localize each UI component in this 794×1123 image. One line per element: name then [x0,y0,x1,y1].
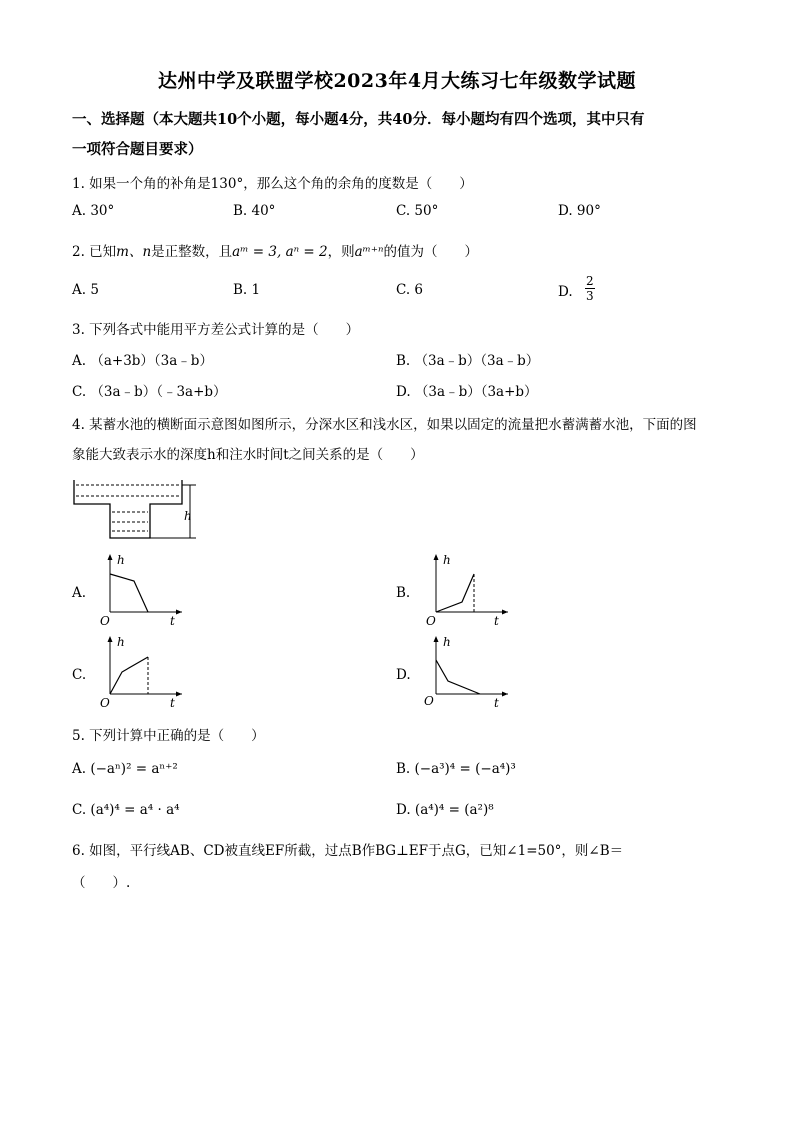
question-4-option-c: C. [72,667,87,683]
question-2-stem-mid2: ，则 [327,244,355,260]
question-2-option-b: B. 1 [233,282,261,298]
question-6-stem-line1: 6. 如图，平行线AB、CD被直线EF所截，过点B作BG⊥EF于点G，已知∠1=50°，则∠B＝ [72,843,624,859]
graph-d-h-label: h [443,635,451,649]
graph-c-origin-label: O [100,696,110,710]
page-title: 达州中学及联盟学校2023年4月大练习七年级数学试题 [157,70,637,92]
question-4-stem-line1: 4. 某蓄水池的横断面示意图如图所示，分深水区和浅水区，如果以固定的流量把水蓄满蓄水池，下面的图 [72,417,697,433]
question-2-option-a: A. 5 [72,282,99,298]
question-1-option-d: D. 90° [558,203,601,219]
graph-c-h-label: h [117,635,125,649]
graph-b-t-label: t [494,614,499,628]
question-2-stem-mid: 是正整数，且 [151,244,233,260]
question-5-option-c: C. (a⁴)⁴ = a⁴ · a⁴ [72,802,180,818]
question-6-stem-line2: （ ）. [72,875,131,891]
question-1-stem: 1. 如果一个角的补角是130°，那么这个角的余角的度数是（ ） [72,176,473,192]
graph-b-origin-label: O [426,614,436,628]
question-3-option-c: C. （3a﹣b）（﹣3a+b） [72,384,227,400]
graph-d-t-label: t [494,696,499,710]
graph-c [92,632,187,710]
section-heading-line2: 一项符合题目要求） [72,141,203,158]
graph-b-h-label: h [443,553,451,567]
question-5-stem: 5. 下列计算中正确的是（ ） [72,728,265,744]
question-5-option-d: D. (a⁴)⁴ = (a²)⁸ [396,802,494,818]
graph-c-t-label: t [170,696,175,710]
graph-a-origin-label: O [100,614,110,628]
graph-d [418,632,513,710]
question-1-option-a: A. 30° [72,203,115,219]
question-2-expression: aᵐ⁺ⁿ [354,244,384,260]
question-5-option-b: B. (−a³)⁴ = (−a⁴)³ [396,761,516,777]
graph-b [418,550,513,628]
question-2-fraction [585,274,595,303]
question-4-stem-line2: 象能大致表示水的深度h和注水时间t之间关系的是（ ） [72,447,424,463]
question-3-option-d: D. （3a﹣b）（3a+b） [396,384,538,400]
question-3-option-a: A. （a+3b）（3a﹣b） [72,353,213,369]
question-1-option-b: B. 40° [233,203,276,219]
question-2-option-c: C. 6 [396,282,424,298]
question-1-option-c: C. 50° [396,203,439,219]
question-4-option-d: D. [396,667,411,683]
graph-a-t-label: t [170,614,175,628]
fraction-numerator: 2 [585,274,594,288]
fraction-denominator: 3 [585,289,594,303]
question-2-stem [72,240,478,260]
question-3-stem: 3. 下列各式中能用平方差公式计算的是（ ） [72,322,360,338]
question-2-condition: aᵐ = 3, aⁿ = 2 [232,244,328,260]
question-2-stem-pre: 2. 已知 [72,244,117,260]
graph-a-h-label: h [117,553,125,567]
graph-d-origin-label: O [424,694,434,708]
question-2-option-d-label: D. [558,284,573,300]
question-2-vars: m、n [116,244,152,260]
question-3-option-b: B. （3a﹣b）（3a﹣b） [396,353,540,369]
question-4-option-a: A. [72,585,87,601]
question-2-stem-post: 的值为（ ） [383,244,479,260]
pool-depth-label: h [184,509,192,523]
question-4-option-b: B. [396,585,411,601]
graph-a [92,550,187,628]
section-heading-line1: 一、选择题（本大题共10个小题，每小题4分，共40分．每小题均有四个选项，其中只有 [72,111,645,128]
pool-cross-section-diagram [70,476,205,544]
question-2-option-d [558,274,595,303]
question-5-option-a: A. (−aⁿ)² = aⁿ⁺² [72,761,178,777]
